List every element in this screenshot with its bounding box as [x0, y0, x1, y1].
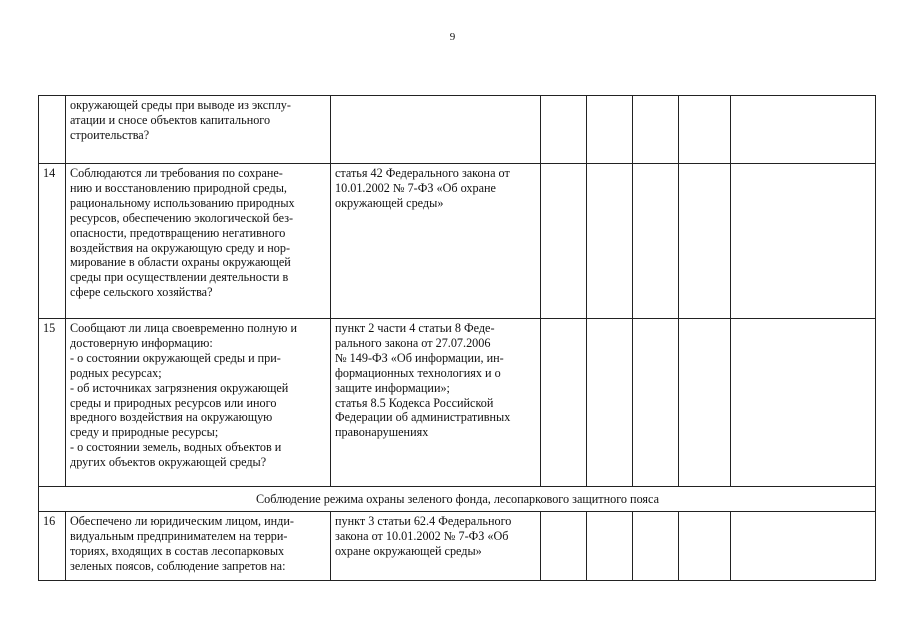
- reference-line: пункт 2 части 4 статьи 8 Феде-: [335, 321, 495, 335]
- answer-yes-cell[interactable]: [541, 319, 587, 487]
- question-cell: [66, 164, 331, 319]
- question-line: других объектов окружающей среды?: [70, 455, 267, 470]
- question-line: строительства?: [70, 127, 150, 142]
- notes-cell[interactable]: [731, 164, 876, 319]
- answer-na-cell[interactable]: [633, 319, 679, 487]
- question-line: зеленых поясов, соблюдение запретов на:: [70, 558, 286, 573]
- question-line: Сообщают ли лица своевременно полную и: [70, 321, 297, 335]
- question-line: ресурсов, обеспечению экологической без-: [70, 210, 294, 225]
- section-row: [39, 487, 876, 512]
- question-line: - о состоянии окружающей среды и при-: [70, 350, 281, 365]
- reference-line: № 149-ФЗ «Об информации, ин-: [335, 350, 504, 365]
- row-number: 16: [39, 512, 66, 581]
- question-line: достоверную информацию:: [70, 335, 213, 350]
- question-line: нию и восстановлению природной среды,: [70, 180, 287, 195]
- notes-cell[interactable]: [731, 319, 876, 487]
- question-line: - о состоянии земель, водных объектов и: [70, 440, 282, 455]
- question-line: - об источниках загрязнения окружающей: [70, 380, 289, 395]
- question-cell: [66, 96, 331, 164]
- question-line: среды и природных ресурсов или иного: [70, 395, 277, 410]
- reference-line: окружающей среды»: [335, 195, 444, 210]
- question-line: рациональному использованию природных: [70, 195, 295, 210]
- question-line: ториях, входящих в состав лесопарковых: [70, 543, 285, 558]
- table-row: [39, 319, 876, 487]
- reference-line: охране окружающей среды»: [335, 543, 482, 558]
- reference-cell: [331, 512, 541, 581]
- question-line: атации и сносе объектов капитального: [70, 112, 271, 127]
- question-line: родных ресурсах;: [70, 365, 162, 380]
- question-line: среды при осуществлении деятельности в: [70, 270, 289, 285]
- reference-line: рального закона от 27.07.2006: [335, 335, 491, 350]
- notes-cell[interactable]: [731, 512, 876, 581]
- question-line: вредного воздействия на окружающую: [70, 410, 273, 425]
- answer-no-cell[interactable]: [587, 96, 633, 164]
- reference-cell: [331, 96, 541, 164]
- question-cell: [66, 319, 331, 487]
- reference-cell: [331, 164, 541, 319]
- answer-na-cell[interactable]: [633, 96, 679, 164]
- question-line: Соблюдаются ли требования по сохране-: [70, 166, 283, 180]
- answer-yes-cell[interactable]: [541, 96, 587, 164]
- reference-line: 10.01.2002 № 7-ФЗ «Об охране: [335, 180, 496, 195]
- answer-no-cell[interactable]: [587, 319, 633, 487]
- reference-cell: [331, 319, 541, 487]
- row-number: 15: [39, 319, 66, 487]
- page-number: 9: [449, 31, 456, 43]
- question-line: среду и природные ресурсы;: [70, 425, 219, 440]
- answer-na-cell[interactable]: [633, 512, 679, 581]
- answer-extra-cell[interactable]: [679, 319, 731, 487]
- answer-no-cell[interactable]: [587, 512, 633, 581]
- answer-extra-cell[interactable]: [679, 164, 731, 319]
- question-line: Обеспечено ли юридическим лицом, инди-: [70, 514, 294, 528]
- answer-extra-cell[interactable]: [679, 512, 731, 581]
- row-number: 14: [39, 164, 66, 319]
- question-line: воздействия на окружающую среду и нор-: [70, 240, 291, 255]
- notes-cell[interactable]: [731, 96, 876, 164]
- answer-na-cell[interactable]: [633, 164, 679, 319]
- reference-line: Федерации об административных: [335, 410, 511, 425]
- answer-yes-cell[interactable]: [541, 164, 587, 319]
- answer-extra-cell[interactable]: [679, 96, 731, 164]
- table-row: [39, 512, 876, 581]
- reference-line: закона от 10.01.2002 № 7-ФЗ «Об: [335, 528, 509, 543]
- question-line: опасности, предотвращению негативного: [70, 225, 286, 240]
- table-row: [39, 96, 876, 164]
- question-cell: [66, 512, 331, 581]
- checklist-table: [38, 95, 876, 581]
- answer-no-cell[interactable]: [587, 164, 633, 319]
- question-line: видуальным предпринимателем на терри-: [70, 528, 288, 543]
- section-title: Соблюдение режима охраны зеленого фонда, лесопаркового защитного пояса: [39, 487, 876, 512]
- reference-line: формационных технологиях и о: [335, 365, 501, 380]
- reference-line: статья 8.5 Кодекса Российской: [335, 395, 494, 410]
- question-line: окружающей среды при выводе из эксплу-: [70, 98, 291, 112]
- row-number: [39, 96, 66, 164]
- question-line: мирование в области охраны окружающей: [70, 255, 291, 270]
- reference-line: пункт 3 статьи 62.4 Федерального: [335, 514, 512, 528]
- table-row: [39, 164, 876, 319]
- reference-line: защите информации»;: [335, 380, 450, 395]
- answer-yes-cell[interactable]: [541, 512, 587, 581]
- reference-line: правонарушениях: [335, 425, 429, 440]
- question-line: сфере сельского хозяйства?: [70, 285, 213, 300]
- reference-line: статья 42 Федерального закона от: [335, 166, 510, 180]
